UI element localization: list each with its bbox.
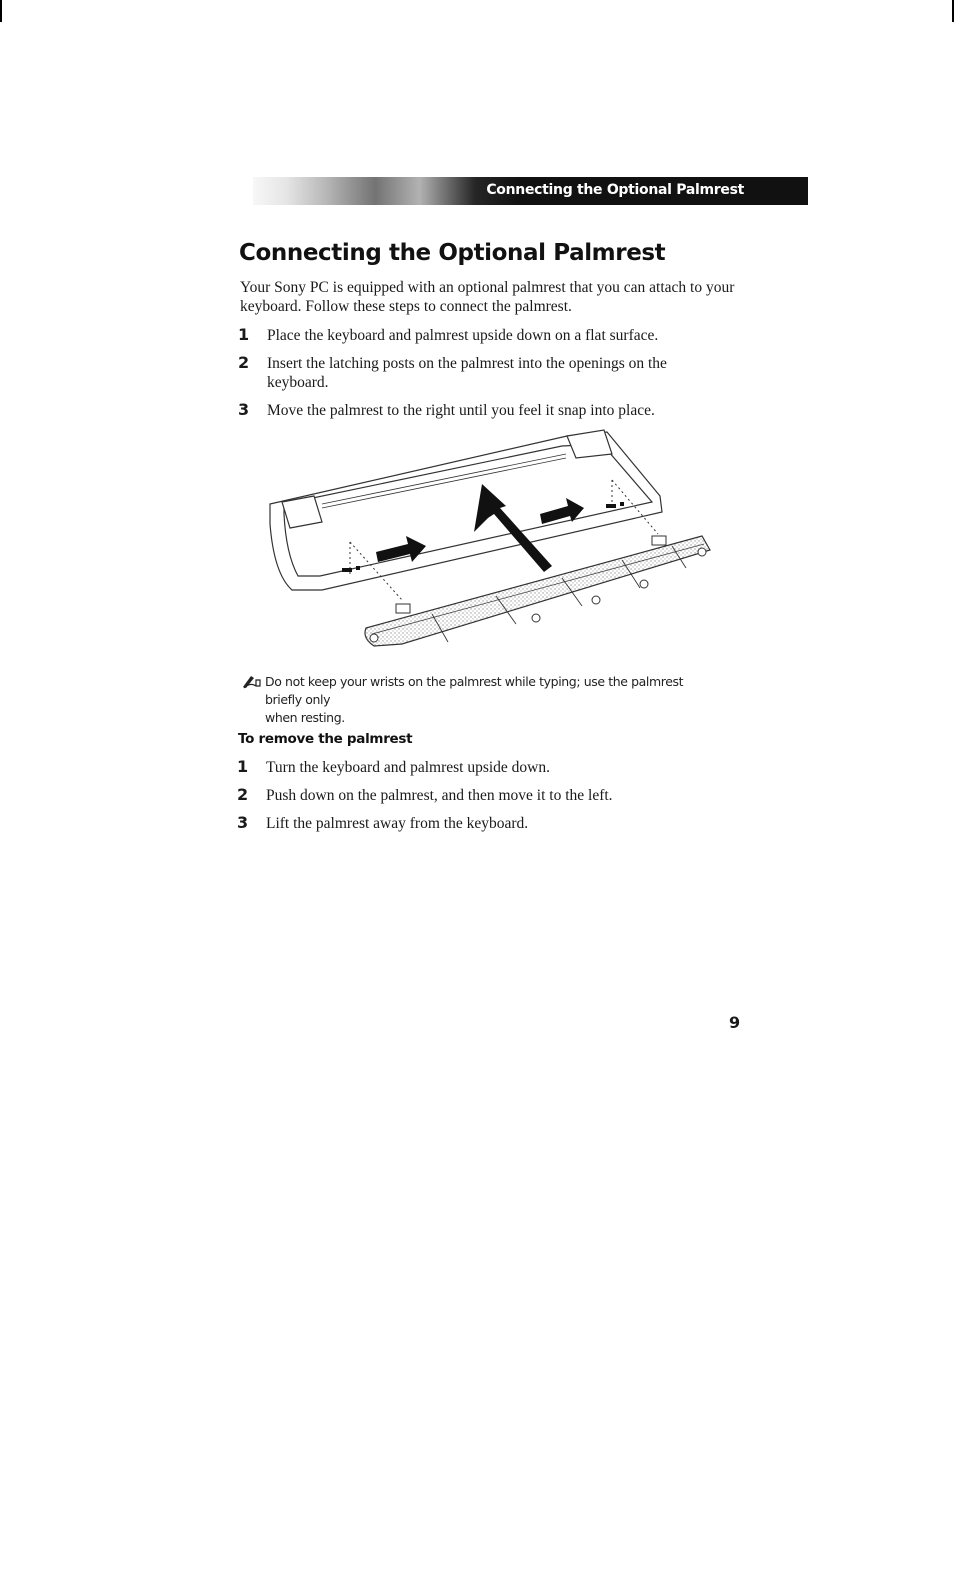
step-text: Lift the palmrest away from the keyboard.	[266, 815, 529, 832]
remove-steps-list	[237, 758, 757, 833]
note-pen-icon	[242, 673, 262, 689]
note-text	[265, 673, 712, 709]
note-line-2: when resting.	[265, 710, 345, 725]
list-item	[238, 401, 758, 420]
step-text: Turn the keyboard and palmrest upside down.	[266, 759, 550, 776]
running-header-text: Connecting the Optional Palmrest	[486, 182, 744, 198]
remove-heading: To remove the palmrest	[238, 731, 413, 747]
list-item	[237, 758, 757, 777]
step-text: Place the keyboard and palmrest upside down on a flat surface.	[267, 327, 659, 344]
page-number: 9	[729, 1013, 741, 1032]
running-header-band	[253, 177, 808, 205]
note-block	[242, 673, 712, 727]
step-text: Push down on the palmrest, and then move it to the left.	[266, 787, 613, 804]
palmrest-illustration	[262, 424, 718, 664]
connect-steps-list	[238, 326, 758, 420]
intro-paragraph: Your Sony PC is equipped with an optional palmrest that you can attach to your keyboard. Follow these steps to connect the palmrest.	[240, 279, 735, 315]
step-number: 3	[238, 400, 250, 419]
list-item	[238, 354, 758, 392]
step-text: Move the palmrest to the right until you feel it snap into place.	[267, 402, 655, 419]
step-number: 2	[237, 785, 249, 804]
section-title: Connecting the Optional Palmrest	[239, 240, 666, 266]
step-text: Insert the latching posts on the palmrest into the openings on the keyboard.	[267, 355, 667, 391]
note-line-1: Do not keep your wrists on the palmrest while typing; use the palmrest briefly only	[265, 674, 684, 707]
step-number: 1	[238, 325, 250, 344]
list-item	[238, 326, 758, 345]
step-number: 2	[238, 353, 250, 372]
step-number: 1	[237, 757, 249, 776]
step-number: 3	[237, 813, 249, 832]
list-item	[237, 786, 757, 805]
scan-edge-mark-left	[0, 0, 2, 22]
list-item	[237, 814, 757, 833]
